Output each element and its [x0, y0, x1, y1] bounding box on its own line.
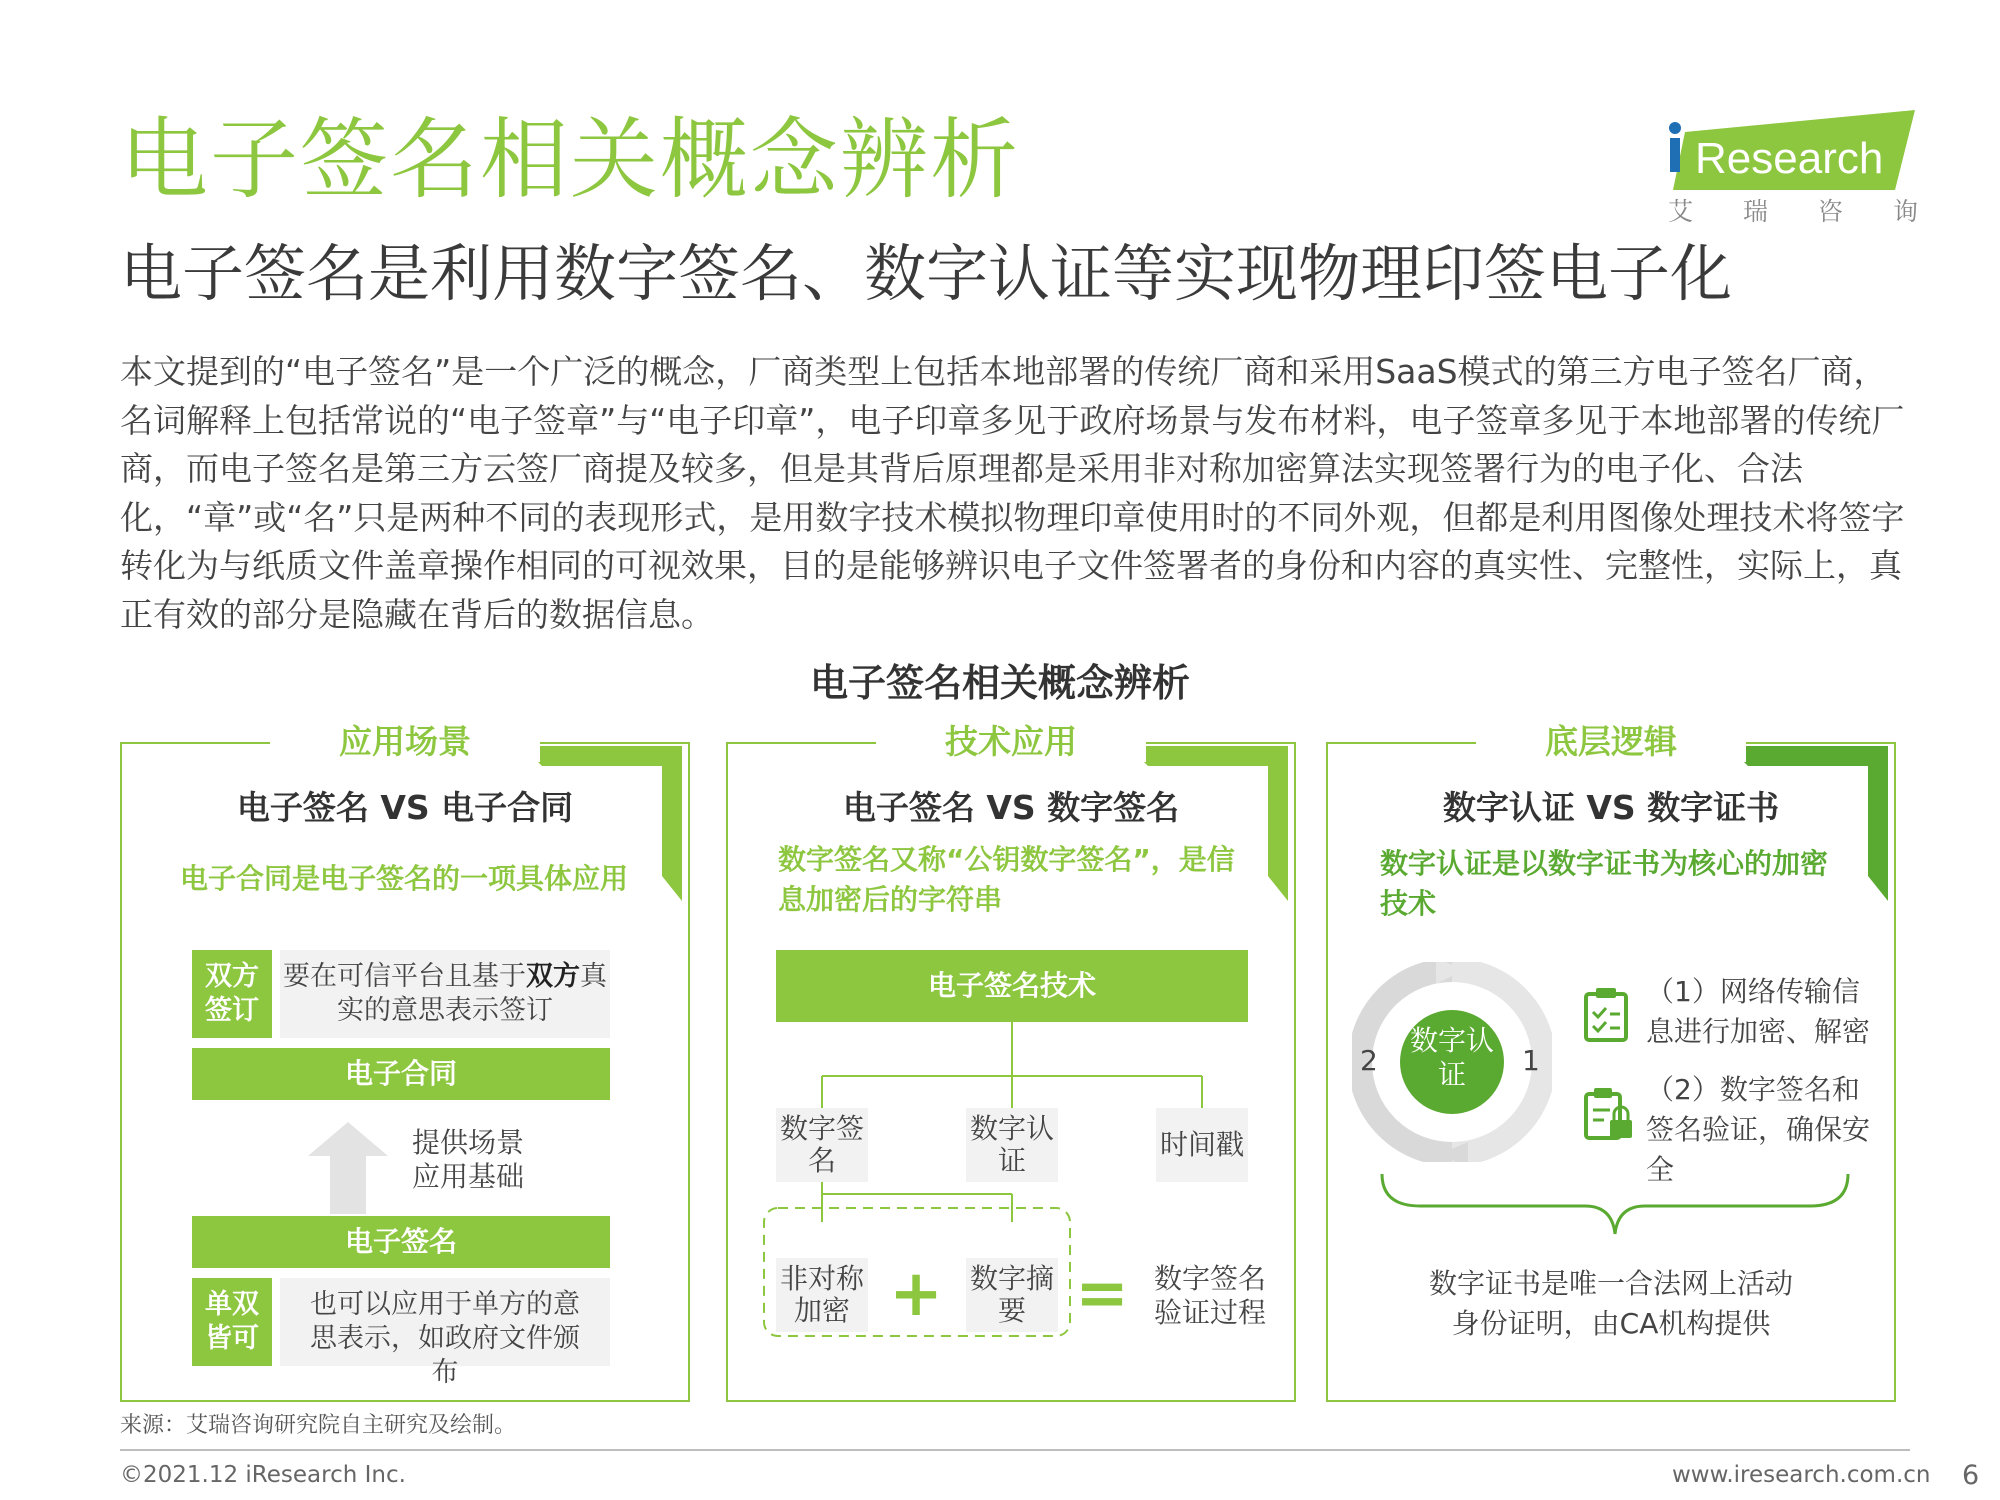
panel-label: 技术应用 [876, 722, 1146, 762]
panel-description: 数字认证是以数字证书为核心的加密技术 [1380, 847, 1829, 920]
plus-icon: + [889, 1257, 943, 1331]
brace-connector [1380, 1172, 1850, 1236]
panel-heading: 电子签名 VS 电子合同 [236, 788, 574, 827]
bar-e-signature: 电子签名 [192, 1216, 610, 1268]
source-note: 来源：艾瑞咨询研究院自主研究及绘制。 [120, 1413, 517, 1438]
either-text: 也可以应用于单方的意思表示，如政府文件颁布 [280, 1278, 610, 1366]
node-digital-certification: 数字认证 [966, 1108, 1058, 1182]
cycle-number-2: 2 [1360, 1044, 1378, 1077]
result-verification: 数字签名验证过程 [1154, 1262, 1267, 1329]
node-digital-signature: 数字签名 [776, 1108, 868, 1182]
conclusion-text: 数字证书是唯一合法网上活动身份证明，由CA机构提供 [1428, 1267, 1793, 1340]
panel-description: 电子合同是电子签名的一项具体应用 [180, 862, 629, 895]
website-link[interactable]: www.iresearch.com.cn [1672, 1462, 1931, 1488]
panel-label: 底层逻辑 [1476, 722, 1746, 762]
panel-label: 应用场景 [270, 722, 540, 762]
panel-heading: 电子签名 VS 数字签名 [842, 788, 1180, 827]
page-title: 电子签名相关概念辨析 [120, 108, 1021, 211]
panel-heading: 数字认证 VS 数字证书 [1442, 788, 1780, 827]
diagram-title: 电子签名相关概念辨析 [809, 661, 1190, 705]
page-subtitle: 电子签名是利用数字签名、数字认证等实现物理印签电子化 [120, 237, 1733, 310]
tag-either: 单双皆可 [192, 1278, 272, 1366]
intro-paragraph: 本文提到的“电子签名”是一个广泛的概念，厂商类型上包括本地部署的传统厂商和采用SaaS模式的第三方电子签名厂商，名词解释上包括常说的“电子签章”与“电子印章”，电子印章多见于政府场景与发布材料，电子签章多见于本地部署的传统厂商，而电子签名是第三方云签厂商提及较多，但是其背后原理都是采用非对称加密算法实现签署行为的电子化、合法化，“章”或“名”只是两种不同的表现形式，是用数字技术模拟物理印章使用时的不同外观，但都是利用图像处理技术将签字转化为与纸质文件盖章操作相同的可视效果，目的是能够辨识电子文件签署者的身份和内容的真实性、完整性，实际上，真正有效的部分是隐藏在背后的数据信息。 [120, 352, 1905, 634]
logo-chinese-name: 艾 瑞 咨 询 [1668, 197, 1918, 226]
copyright: ©2021.12 iResearch Inc. [120, 1462, 406, 1488]
equals-icon: = [1075, 1257, 1129, 1331]
item-encrypt-decrypt: （1）网络传输信息进行加密、解密 [1646, 975, 1871, 1048]
up-arrow-icon [308, 1122, 388, 1214]
panel-technology-application [726, 722, 1296, 1402]
panel-underlying-logic [1326, 722, 1896, 1402]
cycle-number-1: 1 [1522, 1044, 1540, 1077]
svg-text:Research: Research [1695, 134, 1884, 183]
node-asymmetric-encryption: 非对称加密 [776, 1258, 868, 1332]
bar-e-contract: 电子合同 [192, 1048, 610, 1100]
bar-esign-technology: 电子签名技术 [776, 950, 1248, 1022]
document-lock-icon [1582, 1086, 1634, 1142]
clipboard-check-icon [1582, 986, 1630, 1042]
footer-divider [120, 1449, 1910, 1451]
node-timestamp: 时间戳 [1156, 1108, 1248, 1182]
panel-description: 数字签名又称“公钥数字签名”，是信息加密后的字符串 [778, 843, 1235, 916]
tag-both-parties: 双方签订 [192, 950, 272, 1038]
arrow-caption: 提供场景应用基础 [412, 1126, 525, 1193]
item-sign-verify: （2）数字签名和签名验证，确保安全 [1646, 1073, 1871, 1186]
both-parties-text: 要在可信平台且基于双方真实的意思表示签订 [280, 950, 610, 1038]
cycle-center-label: 数字认证 [1409, 1024, 1494, 1091]
node-digital-digest: 数字摘要 [966, 1258, 1058, 1332]
page-number: 6 [1962, 1460, 1980, 1491]
panel-application-scenario [120, 722, 690, 1402]
